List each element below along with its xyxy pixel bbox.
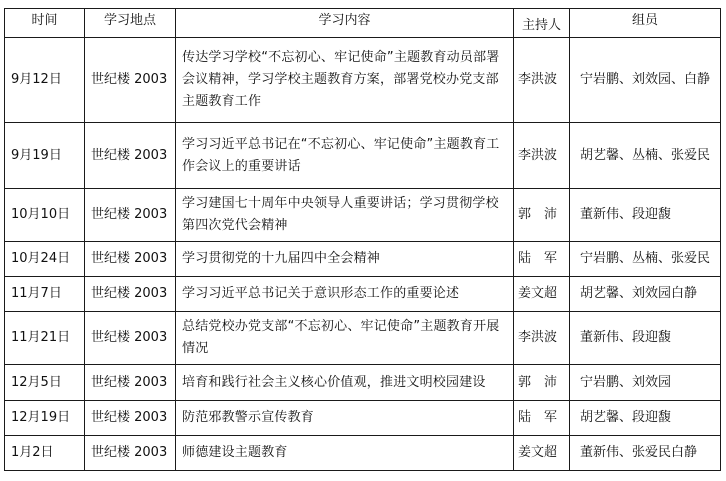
cell-place: 世纪楼 2003 <box>85 277 176 312</box>
cell-date: 12月19日 <box>5 401 85 436</box>
header-host: 主持人 <box>514 9 570 38</box>
cell-date: 1月2日 <box>5 436 85 471</box>
cell-place: 世纪楼 2003 <box>85 189 176 242</box>
cell-place: 世纪楼 2003 <box>85 436 176 471</box>
cell-content: 传达学习学校“不忘初心、牢记使命”主题教育动员部署会议精神，学习学校主题教育方案，部署党校办党支部主题教育工作 <box>176 38 514 123</box>
cell-members: 董新伟、张爱民白静 <box>570 436 721 471</box>
cell-place: 世纪楼 2003 <box>85 401 176 436</box>
cell-place: 世纪楼 2003 <box>85 365 176 401</box>
cell-date: 11月7日 <box>5 277 85 312</box>
cell-content: 学习贯彻党的十九届四中全会精神 <box>176 242 514 277</box>
cell-host: 李洪波 <box>514 312 570 365</box>
header-content: 学习内容 <box>176 9 514 38</box>
cell-members: 宁岩鹏、刘效园 <box>570 365 721 401</box>
cell-members: 宁岩鹏、丛楠、张爱民 <box>570 242 721 277</box>
table-row <box>5 189 721 242</box>
header-members: 组员 <box>570 9 721 38</box>
cell-members: 胡艺馨、丛楠、张爱民 <box>570 123 721 189</box>
cell-host: 姜文超 <box>514 436 570 471</box>
cell-date: 12月5日 <box>5 365 85 401</box>
table-header-row <box>5 9 721 38</box>
cell-members: 董新伟、段迎馥 <box>570 189 721 242</box>
cell-members: 董新伟、段迎馥 <box>570 312 721 365</box>
cell-content: 培育和践行社会主义核心价值观，推进文明校园建设 <box>176 365 514 401</box>
header-date: 时间 <box>5 9 85 38</box>
cell-host: 姜文超 <box>514 277 570 312</box>
cell-place: 世纪楼 2003 <box>85 312 176 365</box>
cell-host: 郭 沛 <box>514 365 570 401</box>
study-schedule-table <box>4 8 721 471</box>
table-row <box>5 38 721 123</box>
header-place: 学习地点 <box>85 9 176 38</box>
cell-date: 11月21日 <box>5 312 85 365</box>
cell-host: 陆 军 <box>514 242 570 277</box>
table-row <box>5 123 721 189</box>
cell-date: 10月10日 <box>5 189 85 242</box>
table-row <box>5 365 721 401</box>
cell-content: 防范邪教警示宣传教育 <box>176 401 514 436</box>
cell-host: 李洪波 <box>514 123 570 189</box>
table-row <box>5 312 721 365</box>
cell-content: 学习习近平总书记关于意识形态工作的重要论述 <box>176 277 514 312</box>
cell-place: 世纪楼 2003 <box>85 123 176 189</box>
cell-place: 世纪楼 2003 <box>85 38 176 123</box>
table-row <box>5 436 721 471</box>
cell-date: 9月19日 <box>5 123 85 189</box>
cell-host: 李洪波 <box>514 38 570 123</box>
table-row <box>5 242 721 277</box>
cell-content: 学习习近平总书记在“不忘初心、牢记使命”主题教育工作会议上的重要讲话 <box>176 123 514 189</box>
cell-content: 学习建国七十周年中央领导人重要讲话；学习贯彻学校第四次党代会精神 <box>176 189 514 242</box>
table-row <box>5 277 721 312</box>
cell-members: 宁岩鹏、刘效园、白静 <box>570 38 721 123</box>
cell-content: 总结党校办党支部“不忘初心、牢记使命”主题教育开展情况 <box>176 312 514 365</box>
cell-host: 陆 军 <box>514 401 570 436</box>
cell-place: 世纪楼 2003 <box>85 242 176 277</box>
cell-date: 10月24日 <box>5 242 85 277</box>
cell-content: 师德建设主题教育 <box>176 436 514 471</box>
cell-members: 胡艺馨、刘效园白静 <box>570 277 721 312</box>
cell-date: 9月12日 <box>5 38 85 123</box>
cell-members: 胡艺馨、段迎馥 <box>570 401 721 436</box>
cell-host: 郭 沛 <box>514 189 570 242</box>
table-row <box>5 401 721 436</box>
